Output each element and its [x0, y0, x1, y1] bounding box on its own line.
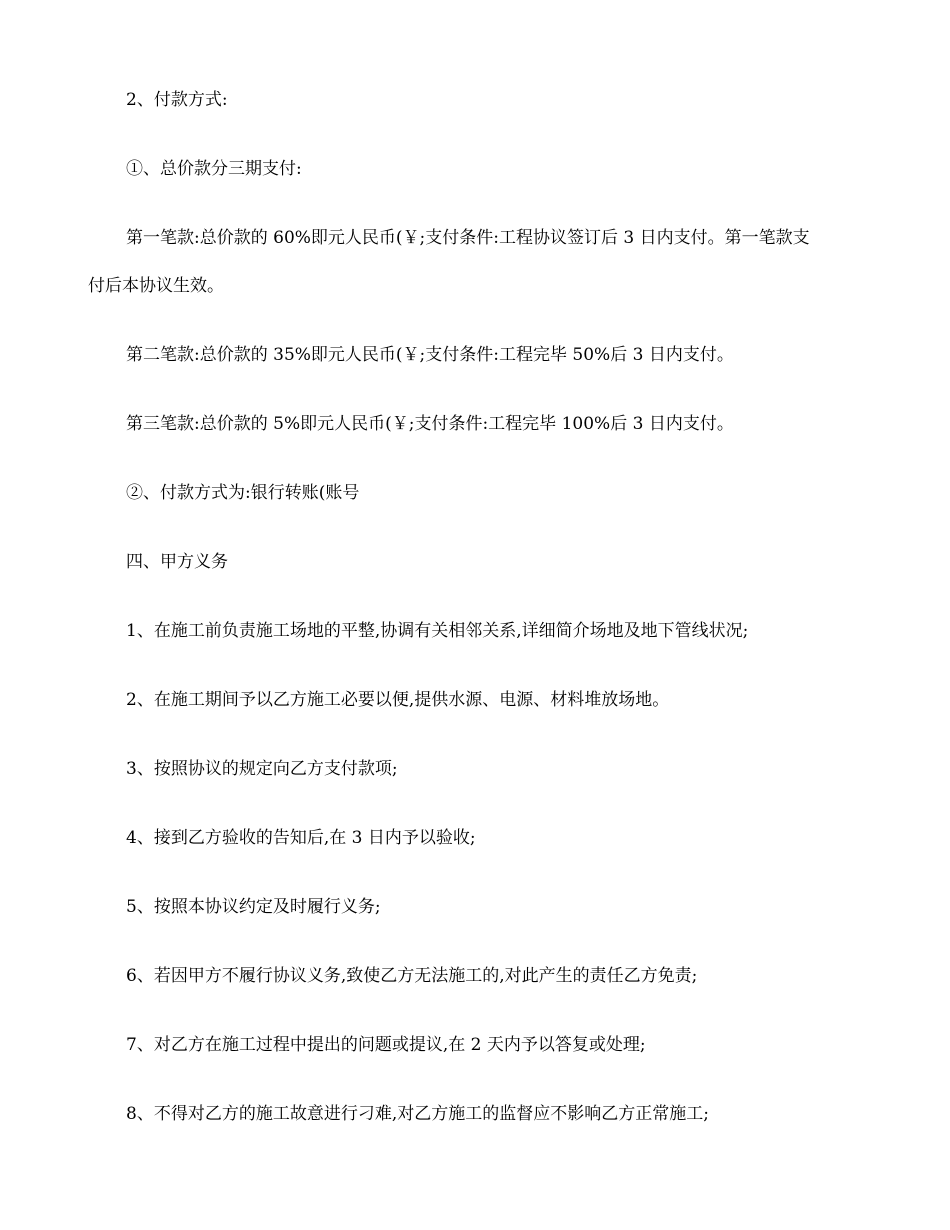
third-payment-text: 第三笔款:总价款的 5%即元人民币(￥;支付条件:工程完毕 100%后 3 日内支付。 — [126, 414, 734, 434]
second-payment-text: 第二笔款:总价款的 35%即元人民币(￥;支付条件:工程完毕 50%后 3 日内支付。 — [126, 345, 734, 365]
obligation-item-2: 2、在施工期间予以乙方施工必要以便,提供水源、电源、材料堆放场地。 — [126, 690, 670, 710]
obligation-item-4: 4、接到乙方验收的告知后,在 3 日内予以验收; — [126, 828, 476, 848]
first-payment-text-continued: 付后本协议生效。 — [88, 276, 224, 296]
installments-heading: ①、总价款分三期支付: — [126, 159, 302, 179]
first-payment-text: 第一笔款:总价款的 60%即元人民币(￥;支付条件:工程协议签订后 3 日内支付。第一笔款支 — [126, 228, 810, 248]
obligation-item-3: 3、按照协议的规定向乙方支付款项; — [126, 759, 398, 779]
obligation-item-6: 6、若因甲方不履行协议义务,致使乙方无法施工的,对此产生的责任乙方免责; — [126, 966, 698, 986]
obligation-item-5: 5、按照本协议约定及时履行义务; — [126, 897, 381, 917]
payment-bank-transfer-text: ②、付款方式为:银行转账(账号 — [126, 483, 360, 503]
payment-method-heading: 2、付款方式: — [126, 90, 228, 110]
obligation-item-1: 1、在施工前负责施工场地的平整,协调有关相邻关系,详细简介场地及地下管线状况; — [126, 621, 749, 641]
obligation-item-8: 8、不得对乙方的施工故意进行刁难,对乙方施工的监督应不影响乙方正常施工; — [126, 1104, 709, 1124]
party-a-obligations-heading: 四、甲方义务 — [126, 552, 228, 572]
obligation-item-7: 7、对乙方在施工过程中提出的问题或提议,在 2 天内予以答复或处理; — [126, 1035, 646, 1055]
